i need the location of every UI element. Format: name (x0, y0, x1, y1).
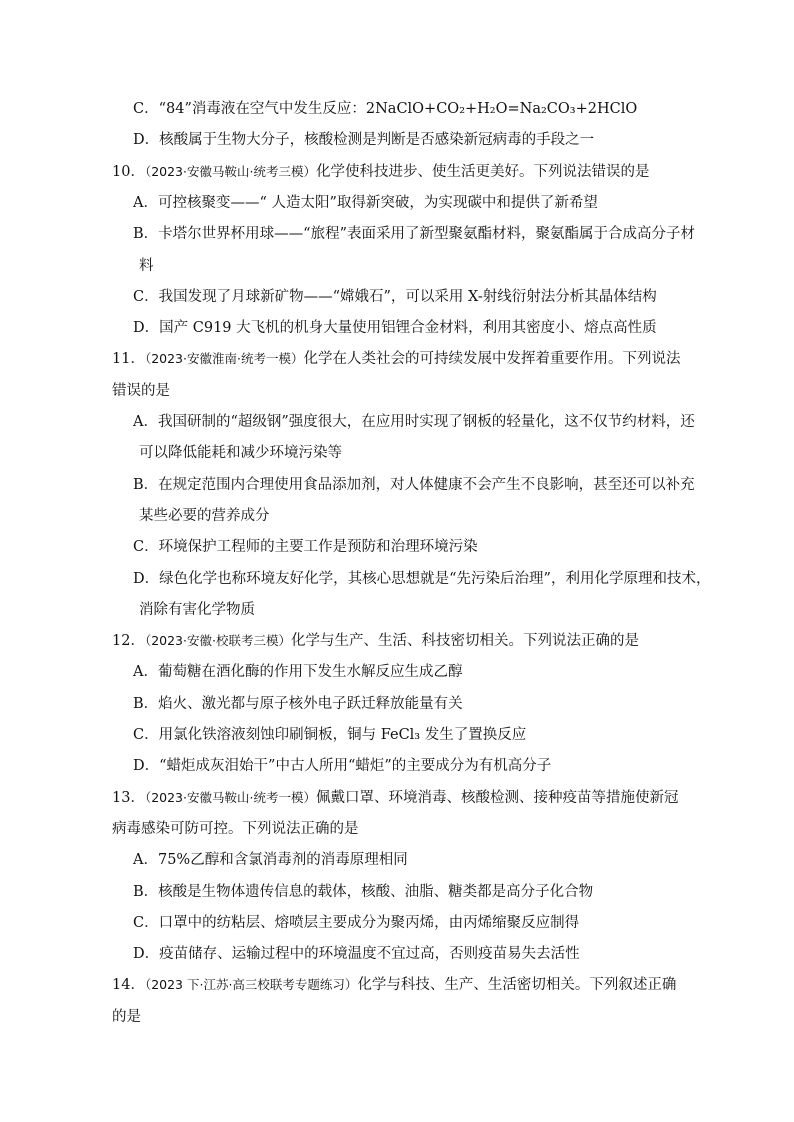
option-label: C． (133, 101, 159, 117)
continuation-text: 消除有害化学物质 (139, 601, 255, 618)
option-line (133, 99, 637, 119)
question-number: 14． (112, 977, 145, 994)
option-line (133, 287, 657, 307)
option-label: C． (133, 288, 159, 305)
option-line (133, 944, 580, 964)
option-text: 75%乙醇和含氯消毒剂的消毒原理相同 (157, 852, 408, 869)
question-source: （2023 下·江苏·高三校联考专题练习） (144, 977, 358, 993)
option-text: 在规定范围内合理使用食品添加剂，对人体健康不会产生不良影响，甚至还可以补充 (158, 476, 695, 493)
question-line (112, 788, 678, 808)
continuation-text: 的是 (112, 1008, 141, 1025)
option-line (133, 412, 695, 432)
option-line (133, 224, 695, 244)
option-continuation (139, 256, 154, 276)
option-label: D． (133, 946, 160, 963)
option-text: 用氯化铁溶液刻蚀印刷铜板，铜与 FeCl₃ 发生了置换反应 (158, 727, 527, 743)
option-label: B． (133, 476, 159, 493)
question-source: （2023·安徽淮南·统考一模） (144, 351, 304, 367)
option-line (133, 725, 526, 745)
option-line (133, 130, 594, 150)
option-label: D． (133, 570, 160, 587)
question-line (112, 162, 649, 182)
option-label: A． (133, 194, 158, 211)
option-text: 疫苗储存、运输过程中的环境温度不宜过高，否则疫苗易失去活性 (159, 946, 580, 963)
option-continuation (139, 443, 342, 463)
question-text: 化学使科技进步、使生活更美好。下列说法错误的是 (315, 163, 650, 180)
option-line (133, 913, 579, 933)
option-text: “蜡炬成灰泪始干”中古人所用“蜡炬”的主要成分为有机高分子 (159, 758, 552, 775)
option-line (133, 882, 593, 902)
option-text: 卡塔尔世界杯用球——“旅程”表面采用了新型聚氨酯材料，聚氨酯属于合成高分子材 (158, 226, 695, 243)
question-line (112, 631, 639, 651)
option-line (133, 318, 657, 338)
option-text: “84”消毒液在空气中发生反应：2NaClO+CO₂+H₂O=Na₂CO₃+2HClO (158, 101, 638, 117)
question-source: （2023·安徽·校联考三模） (144, 633, 291, 649)
option-continuation (139, 506, 270, 526)
option-line (133, 475, 695, 495)
option-line (133, 193, 598, 213)
question-line (112, 975, 676, 995)
question-text: 化学与生产、生活、科技密切相关。下列说法正确的是 (290, 633, 639, 650)
continuation-text: 可以降低能耗和减少环境污染等 (139, 445, 342, 462)
option-text: 口罩中的纺粘层、熔喷层主要成分为聚丙烯，由丙烯缩聚反应制得 (158, 914, 580, 931)
option-text: 我国研制的“超级钢”强度很大，在应用时实现了钢板的轻量化，这不仅节约材料，还 (157, 414, 695, 430)
option-label: B． (133, 695, 159, 712)
question-text: 化学在人类社会的可持续发展中发挥着重要作用。下列说法 (303, 351, 681, 368)
question-continuation (112, 819, 359, 839)
option-text: 焰火、激光都与原子核外电子跃迁释放能量有关 (158, 695, 463, 712)
question-number: 11． (112, 351, 145, 368)
option-line (133, 756, 551, 776)
question-text: 佩戴口罩、环境消毒、核酸检测、接种疫苗等措施使新冠 (315, 789, 679, 806)
option-text: 环境保护工程师的主要工作是预防和治理环境污染 (158, 539, 478, 556)
option-label: D． (133, 320, 160, 337)
option-line (133, 850, 408, 870)
question-number: 12． (112, 633, 145, 650)
question-line (112, 349, 680, 369)
option-text: 葡萄糖在酒化酶的作用下发生水解反应生成乙醇 (157, 664, 463, 681)
option-label: C． (133, 914, 159, 931)
option-text: 可控核聚变——“ 人造太阳”取得新突破，为实现碳中和提供了新希望 (157, 194, 598, 211)
option-line (133, 694, 463, 714)
option-label: A． (133, 852, 158, 869)
option-continuation (139, 600, 255, 620)
option-text: 国产 C919 大飞机的机身大量使用铝锂合金材料，利用其密度小、熔点高性质 (159, 320, 657, 337)
question-source: （2023·安徽马鞍山·统考三模） (144, 163, 316, 179)
option-line (133, 569, 710, 589)
option-label: A． (133, 664, 158, 681)
option-label: B． (133, 883, 159, 900)
continuation-text: 错误的是 (112, 382, 170, 399)
continuation-text: 病毒感染可防可控。下列说法正确的是 (112, 820, 359, 837)
option-text: 核酸是生物体遗传信息的载体，核酸、油脂、糖类都是高分子化合物 (158, 883, 594, 900)
continuation-text: 料 (139, 257, 154, 274)
option-line (133, 537, 478, 557)
question-number: 13． (112, 789, 145, 806)
question-continuation (112, 1007, 141, 1027)
option-label: D． (133, 758, 160, 775)
option-text: 绿色化学也称环境友好化学，其核心思想就是“先污染后治理”，利用化学原理和技术， (159, 570, 711, 587)
question-source: （2023·安徽马鞍山·统考一模） (144, 789, 316, 805)
question-continuation (112, 381, 170, 401)
question-number: 10． (112, 163, 145, 180)
option-label: A． (133, 414, 158, 430)
option-label: D． (133, 132, 160, 149)
continuation-text: 某些必要的营养成分 (139, 507, 270, 524)
question-text: 化学与科技、生产、生活密切相关。下列叙述正确 (357, 977, 677, 994)
option-label: C． (133, 539, 159, 556)
option-text: 核酸属于生物大分子，核酸检测是判断是否感染新冠病毒的手段之一 (159, 132, 595, 149)
option-text: 我国发现了月球新矿物——“嫦娥石”，可以采用 X-射线衍射法分析其晶体结构 (158, 288, 657, 305)
option-label: B． (133, 226, 159, 243)
option-line (133, 662, 462, 682)
option-label: C． (133, 727, 159, 743)
